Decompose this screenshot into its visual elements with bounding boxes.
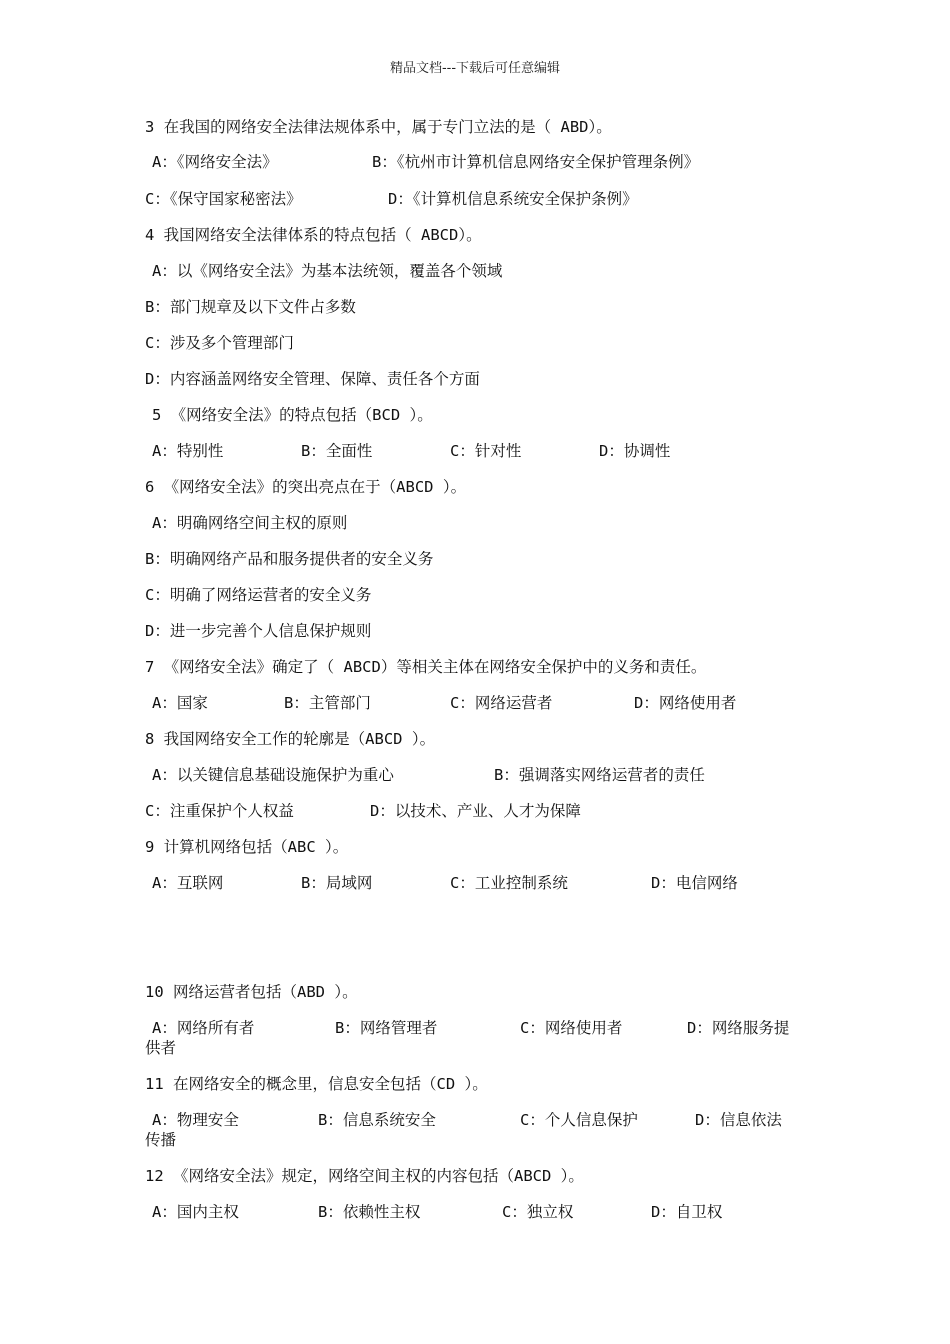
question-5-stem: 5 《网络安全法》的特点包括（BCD ）。 <box>152 406 433 424</box>
option-b: B：明确网络产品和服务提供者的安全义务 <box>145 550 434 568</box>
question-6-stem: 6 《网络安全法》的突出亮点在于（ABCD ）。 <box>145 478 467 496</box>
option-a: A：网络所有者 <box>152 1019 255 1037</box>
question-8-stem: 8 我国网络安全工作的轮廓是（ABCD ）。 <box>145 730 436 748</box>
option-a: A：明确网络空间主权的原则 <box>152 514 348 532</box>
option-b: B：全面性 <box>301 442 373 460</box>
question-3-stem: 3 在我国的网络安全法律法规体系中，属于专门立法的是（ ABD）。 <box>145 118 612 136</box>
option-d: D：网络服务提 <box>687 1019 790 1037</box>
option-c: C：明确了网络运营者的安全义务 <box>145 586 372 604</box>
question-10-stem: 10 网络运营者包括（ABD ）。 <box>145 983 358 1001</box>
question-10-wrap: 供者 <box>145 1039 177 1057</box>
option-b: B：网络管理者 <box>335 1019 438 1037</box>
option-b: B：强调落实网络运营者的责任 <box>494 766 705 784</box>
option-c: C：独立权 <box>502 1203 574 1221</box>
option-c: C：注重保护个人权益 <box>145 802 294 820</box>
option-b: B：部门规章及以下文件占多数 <box>145 298 356 316</box>
option-a: A：互联网 <box>152 874 224 892</box>
option-d: D：协调性 <box>599 442 671 460</box>
page-header: 精品文档---下载后可任意编辑 <box>389 61 561 76</box>
option-b: B：依赖性主权 <box>318 1203 421 1221</box>
option-a: A：以《网络安全法》为基本法统领，覆盖各个领域 <box>152 262 503 280</box>
option-d: D：信息依法 <box>695 1111 782 1129</box>
option-c: C：网络运营者 <box>450 694 553 712</box>
option-a: A：国家 <box>152 694 208 712</box>
option-d: D：内容涵盖网络安全管理、保障、责任各个方面 <box>145 370 480 388</box>
question-7-stem: 7 《网络安全法》确定了（ ABCD）等相关主体在网络安全保护中的义务和责任。 <box>145 658 707 676</box>
option-c: C：涉及多个管理部门 <box>145 334 294 352</box>
option-a: A：《网络安全法》 <box>152 153 278 171</box>
option-d: D：网络使用者 <box>634 694 737 712</box>
question-12-stem: 12 《网络安全法》规定，网络空间主权的内容包括（ABCD ）。 <box>145 1167 584 1185</box>
option-c: C：《保守国家秘密法》 <box>145 190 302 208</box>
question-9-stem: 9 计算机网络包括（ABC ）。 <box>145 838 349 856</box>
option-c: C：网络使用者 <box>520 1019 623 1037</box>
option-a: A：国内主权 <box>152 1203 239 1221</box>
option-d: D：《计算机信息系统安全保护条例》 <box>388 190 638 208</box>
option-a: A：物理安全 <box>152 1111 239 1129</box>
option-a: A：特别性 <box>152 442 224 460</box>
option-c: C：个人信息保护 <box>520 1111 638 1129</box>
option-d: D：电信网络 <box>651 874 738 892</box>
option-d: D：进一步完善个人信息保护规则 <box>145 622 372 640</box>
question-11-stem: 11 在网络安全的概念里，信息安全包括（CD ）。 <box>145 1075 488 1093</box>
option-b: B：局域网 <box>301 874 373 892</box>
option-c: C：工业控制系统 <box>450 874 568 892</box>
option-b: B：信息系统安全 <box>318 1111 436 1129</box>
option-b: B：《杭州市计算机信息网络安全保护管理条例》 <box>372 153 700 171</box>
option-a: A：以关键信息基础设施保护为重心 <box>152 766 394 784</box>
question-4-stem: 4 我国网络安全法律体系的特点包括（ ABCD）。 <box>145 226 482 244</box>
option-d: D：自卫权 <box>651 1203 723 1221</box>
option-b: B：主管部门 <box>284 694 371 712</box>
option-c: C：针对性 <box>450 442 522 460</box>
option-d: D：以技术、产业、人才为保障 <box>370 802 581 820</box>
question-11-wrap: 传播 <box>145 1131 177 1149</box>
